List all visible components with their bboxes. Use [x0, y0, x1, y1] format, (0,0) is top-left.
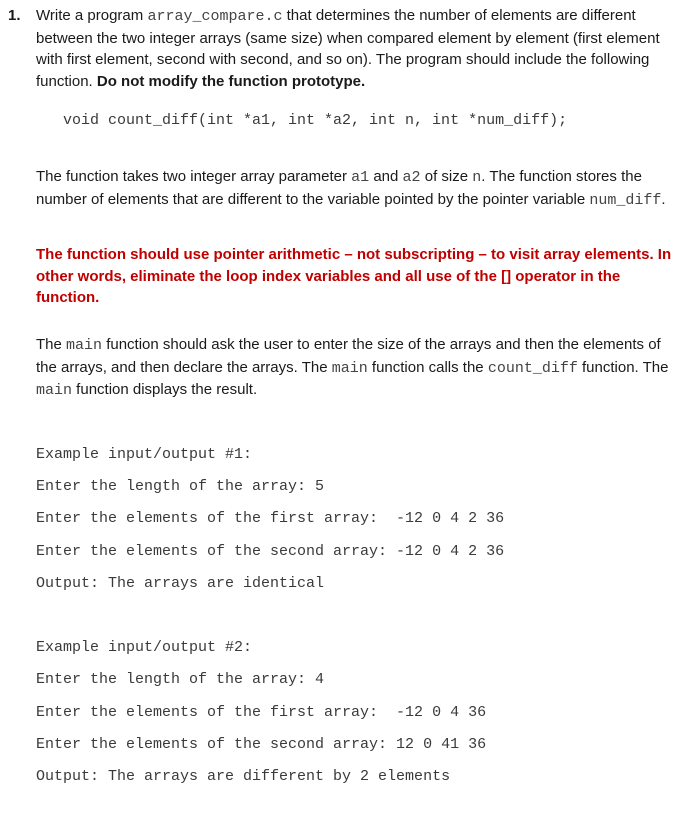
example-1-header: Example input/output #1:: [36, 446, 253, 463]
example-2-header: Example input/output #2:: [36, 639, 253, 656]
filename: array_compare.c: [147, 8, 283, 25]
main-description: The main function should ask the user to enter the size of the arrays and then the elements of the arrays, and then declare the arrays. The main function calls the count_diff function. The main function displays the result.: [36, 336, 669, 399]
prototype-note: Do not modify the function prototype.: [96, 72, 366, 90]
example-1-line: Enter the elements of the second array: -12 0 4 2 36: [36, 543, 505, 560]
example-1-line: Output: The arrays are identical: [36, 575, 325, 592]
example-2-line: Enter the length of the array: 4: [36, 671, 325, 688]
function-prototype: void count_diff(int *a1, int *a2, int n, int *num_diff);: [63, 112, 568, 129]
example-2-line: Enter the elements of the first array: -12 0 4 36: [36, 704, 487, 721]
example-1-line: Enter the length of the array: 5: [36, 478, 325, 495]
pointer-arithmetic-warning: The function should use pointer arithmetic – not subscripting – to visit array elements. In other words, eliminate the loop index variables and all use of the [] operator in the function.: [36, 246, 672, 306]
problem-number: 1.: [8, 7, 21, 24]
example-2-line: Enter the elements of the second array: 12 0 41 36: [36, 736, 487, 753]
example-1-line: Enter the elements of the first array: -12 0 4 2 36: [36, 510, 505, 527]
example-2-line: Output: The arrays are different by 2 elements: [36, 768, 451, 785]
problem-intro: Write a program array_compare.c that determines the number of elements are different between the two integer arrays (same size) when compared element by element (first element with first element, second with second, and so on). The program should include the following function. Do not modify the function prototype.: [36, 7, 660, 90]
function-description: The function takes two integer array parameter a1 and a2 of size n. The function stores the number of elements that are different to the variable pointed by the pointer variable num_diff.: [36, 168, 666, 209]
